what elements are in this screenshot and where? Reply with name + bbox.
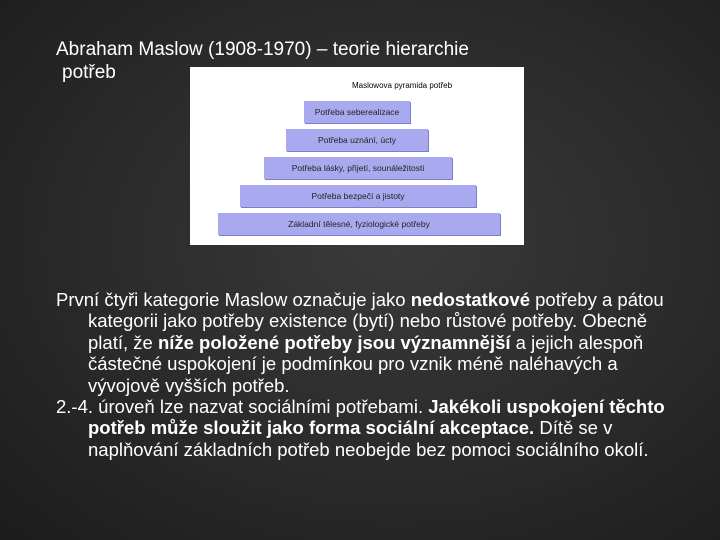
paragraph-1-text: potřeby a pátou kategorii jako potřeby existence (bytí) nebo růstové potřeby. Obecně platí, že	[88, 289, 664, 353]
paragraph-1-text: První čtyři kategorie Maslow označuje jako	[56, 289, 411, 310]
slide-title-line1: Abraham Maslow (1908-1970) – teorie hierarchie	[56, 39, 469, 60]
diagram-title: Maslowova pyramida potřeb	[351, 81, 453, 90]
paragraph-1-bold: nedostatkové	[410, 289, 530, 310]
pyramid-level-self-actualization: Potřeba seberealizace	[304, 101, 410, 123]
maslow-pyramid-diagram	[190, 67, 524, 245]
pyramid-level-physiological: Základní tělesné, fyziologické potřeby	[218, 213, 500, 235]
paragraph-2-text: Dítě se v naplňování základních potřeb neobejde bez pomoci sociálního okolí.	[88, 417, 649, 460]
paragraph-1	[56, 289, 678, 396]
pyramid-level-esteem: Potřeba uznání, úcty	[286, 129, 428, 151]
paragraph-1-text: a jejich alespoň částečné uspokojení je podmínkou pro vznik méně naléhavých a vývojově vyšších potřeb.	[88, 331, 644, 396]
paragraph-2-text: 2.-4. úroveň lze nazvat sociálními potřebami.	[56, 396, 429, 418]
pyramid-level-love-belonging: Potřeba lásky, přijetí, sounáležitosti	[264, 157, 452, 179]
slide-title-line2: potřeb	[62, 62, 116, 83]
body-text	[56, 289, 678, 460]
paragraph-2-bold: Jakékoli uspokojení těchto potřeb může sloužit jako forma sociální akceptace.	[88, 396, 665, 439]
paragraph-2	[56, 396, 678, 460]
paragraph-1-bold: níže položené potřeby jsou významnější	[157, 331, 511, 353]
pyramid-level-safety: Potřeba bezpečí a jistoty	[240, 185, 476, 207]
